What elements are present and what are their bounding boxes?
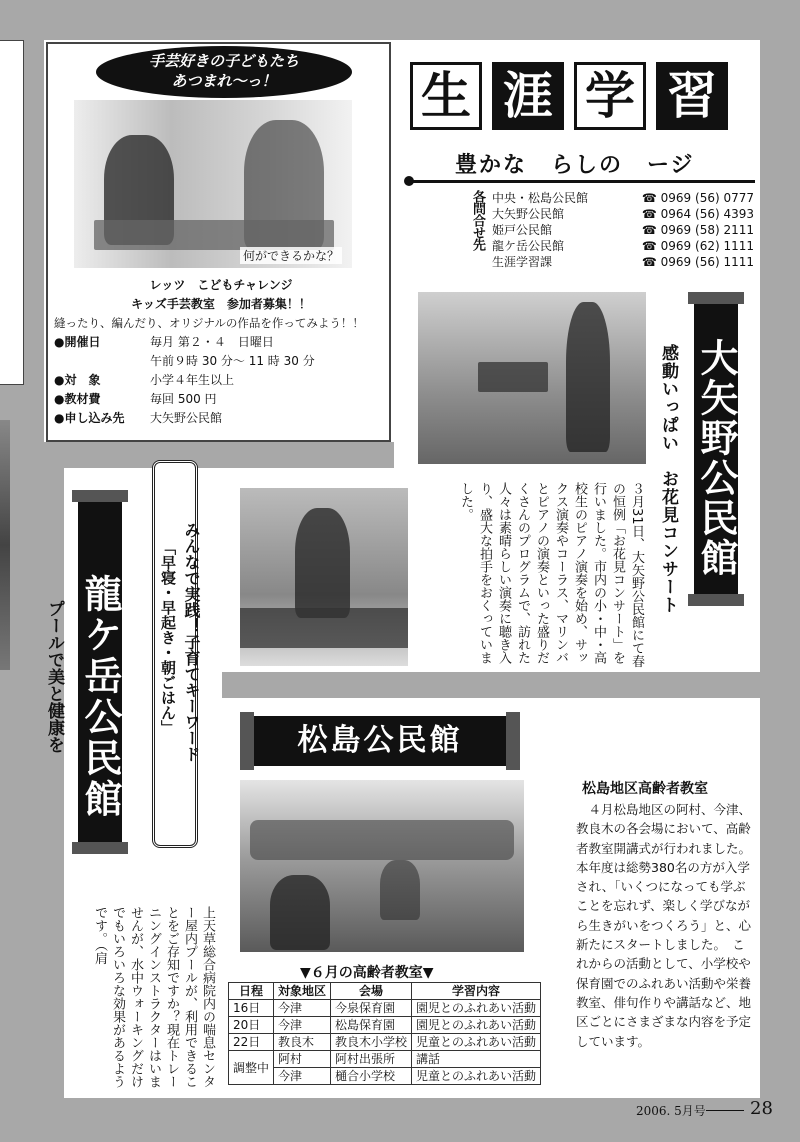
crafts-detail-label: ●開催日 <box>54 335 101 349</box>
matsushima-article-title: 松島地区高齢者教室 <box>582 781 708 797</box>
crafts-detail-label: ●申し込み先 <box>54 411 125 425</box>
contact-tel: ☎ 0969 (62) 1111 <box>641 239 754 253</box>
masthead-char: 生 <box>410 62 482 130</box>
oyano-banner: 大矢野公民館 <box>694 304 738 594</box>
table-row <box>229 1068 541 1085</box>
left-edge-photo-strip <box>0 420 10 670</box>
crafts-banner <box>96 46 352 98</box>
table-header: 学習内容 <box>412 983 541 1000</box>
table-row <box>229 1034 541 1051</box>
contact-tel: ☎ 0964 (56) 4393 <box>641 207 754 221</box>
crafts-detail-value: 大矢野公民館 <box>150 411 223 425</box>
table-cell: 調整中 <box>229 1051 274 1085</box>
left-edge-panel-top <box>0 40 24 385</box>
marimba-photo <box>240 488 408 666</box>
masthead-subtitle: 豊かな らしの ージ <box>455 153 695 178</box>
table-header: 日程 <box>229 983 274 1000</box>
crafts-detail-value: 毎月 第２・４ 日曜日 <box>150 335 274 349</box>
ryugatake-banner-cap-bottom <box>72 842 128 854</box>
footer-issue: 2006. 5月号 <box>636 1104 706 1118</box>
masthead-char: 涯 <box>492 62 564 130</box>
contact-name: 大矢野公民館 <box>492 207 565 221</box>
crafts-detail-value: 小学４年生以上 <box>150 373 235 387</box>
crafts-lead: 縫ったり、編んだり、オリジナルの作品を作ってみよう！！ <box>54 316 364 330</box>
table-cell: 阿村 <box>274 1051 331 1068</box>
contact-name: 生涯学習課 <box>492 255 553 269</box>
contact-row <box>492 190 754 206</box>
contact-row <box>492 238 754 254</box>
contact-name: 龍ケ岳公民館 <box>492 239 565 253</box>
crafts-detail-value: 午前９時 30 分〜 11 時 30 分 <box>150 354 315 368</box>
table-row <box>229 1051 541 1068</box>
crafts-headline2: キッズ手芸教室 参加者募集！！ <box>131 297 311 311</box>
table-row <box>229 1000 541 1017</box>
classroom-photo <box>240 780 524 952</box>
crafts-headline1: レッツ こどもチャレンジ <box>149 278 293 292</box>
table-cell: 樋合小学校 <box>331 1068 412 1085</box>
table-cell: 松島保育園 <box>331 1017 412 1034</box>
contact-row <box>492 222 754 238</box>
matsushima-banner: 松島公民館 <box>254 716 506 766</box>
crafts-detail-label: ●対 象 <box>54 373 101 387</box>
footer-page-number: 28 <box>750 1098 773 1119</box>
ryugatake-banner: 龍ケ岳公民館 <box>78 502 122 842</box>
table-cell: 園児とのふれあい活動 <box>412 1017 541 1034</box>
oyano-body: ３月31日、大矢野公民館にて春の恒例「お花見コンサート」を行いました。市内の小・中・高校生のピアノ演奏を始め、サックス演奏やコーラス、マリンバとピアノの演奏といった盛りだくさんのプログラムで、訪れた人々は素晴らしい演奏に聴き入り、盛大な拍手をおくっていました。 <box>458 482 644 668</box>
masthead-title <box>410 62 750 132</box>
crafts-photo-caption: 何ができるかな？ <box>240 247 342 264</box>
contact-row <box>492 254 754 270</box>
crafts-detail-label <box>54 352 150 371</box>
footer-rule <box>706 1110 744 1111</box>
table-cell: 教良木小学校 <box>331 1034 412 1051</box>
table-row <box>229 1017 541 1034</box>
table-cell: 16日 <box>229 1000 274 1017</box>
table-cell: 20日 <box>229 1017 274 1034</box>
crafts-detail-row <box>54 409 388 428</box>
table-cell: 今津 <box>274 1000 331 1017</box>
oyano-banner-cap-bottom <box>688 594 744 606</box>
crafts-photo <box>74 100 352 268</box>
masthead-char: 習 <box>656 62 728 130</box>
ryugatake-banner-cap-top <box>72 490 128 502</box>
matsushima-banner-cap-right <box>506 712 520 770</box>
table-header: 対象地区 <box>274 983 331 1000</box>
contact-row <box>492 206 754 222</box>
crafts-detail-row <box>54 333 388 352</box>
schedule-table-wrap <box>228 982 558 1085</box>
masthead-char: 学 <box>574 62 646 130</box>
crafts-detail-row <box>54 390 388 409</box>
matsushima-banner-cap-left <box>240 712 254 770</box>
contact-tel: ☎ 0969 (58) 2111 <box>641 223 754 237</box>
crafts-detail-row <box>54 371 388 390</box>
sax-photo <box>418 292 646 464</box>
divider-gray-lower <box>222 672 760 698</box>
divider-gray-horizontal <box>64 442 394 468</box>
contact-name: 中央・松島公民館 <box>492 191 589 205</box>
crafts-detail-label: ●教材費 <box>54 392 101 406</box>
crafts-text <box>54 276 388 428</box>
contact-tel: ☎ 0969 (56) 0777 <box>641 191 754 205</box>
contact-name: 姫戸公民館 <box>492 223 553 237</box>
table-cell: 今泉保育園 <box>331 1000 412 1017</box>
schedule-table <box>228 982 541 1085</box>
table-cell: 園児とのふれあい活動 <box>412 1000 541 1017</box>
table-cell: 今津 <box>274 1068 331 1085</box>
matsushima-article-body: ４月松島地区の阿村、今津、教良木の各会場において、高齢者教室開講式が行われました。本年度は総勢380名の方が入学され、「いくつになっても学ぶことを忘れず、楽しく学びながら生きがいをつくろう」と、心新たにスタートしました。 これからの活動として、小学校や保育園でのふれあい活動や栄養教室、俳句作りや講話など、地区ごとにさまざまな内容を予定しています。 <box>576 802 752 1049</box>
contacts-list <box>492 190 754 270</box>
pool-body: 上天草総合病院内の喘息センター屋内プールが、利用できることをご存知ですか？現在トレーニングインストラクターはいませんが、水中ウォーキングだけでもいろいろな効果があるようです。（肩 <box>92 906 215 1088</box>
contacts-label: 各問合せ先 <box>470 190 485 250</box>
masthead-rule-dot <box>404 176 414 186</box>
schedule-title: ▼６月の高齢者教室▼ <box>300 965 434 981</box>
crafts-banner-line1: 手芸好きの子どもたち <box>148 52 299 70</box>
table-cell: 児童とのふれあい活動 <box>412 1034 541 1051</box>
table-cell: 教良木 <box>274 1034 331 1051</box>
contact-tel: ☎ 0969 (56) 1111 <box>641 255 754 269</box>
crafts-banner-line2: あつまれ〜っ！ <box>171 72 277 90</box>
masthead-rule <box>410 180 755 183</box>
oyano-headline: 感動いっぱい お花見コンサート <box>658 344 678 614</box>
keyword-headline: みんなで実践！子育てキーワード <box>182 522 201 762</box>
keyword-phrase: 「早寝・早起き・朝ごはん」 <box>159 540 177 735</box>
table-cell: 22日 <box>229 1034 274 1051</box>
crafts-detail-row <box>54 352 388 371</box>
table-header-row <box>229 983 541 1000</box>
table-cell: 講話 <box>412 1051 541 1068</box>
pool-headline: プールで美と健康を <box>44 600 64 753</box>
crafts-detail-value: 毎回 500 円 <box>150 392 217 406</box>
table-cell: 阿村出張所 <box>331 1051 412 1068</box>
table-cell: 児童とのふれあい活動 <box>412 1068 541 1085</box>
table-header: 会場 <box>331 983 412 1000</box>
oyano-banner-cap-top <box>688 292 744 304</box>
table-cell: 今津 <box>274 1017 331 1034</box>
